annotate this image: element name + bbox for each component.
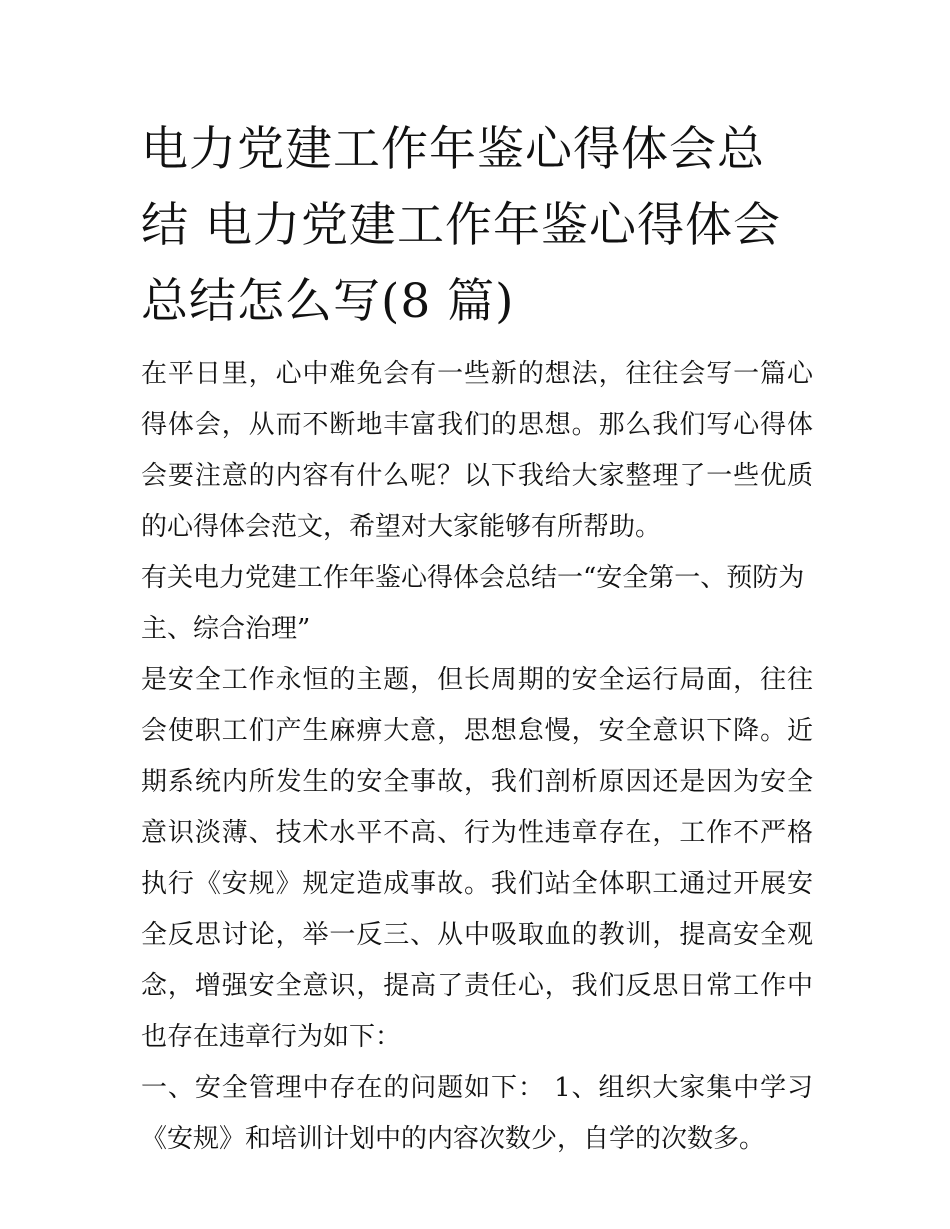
section-heading-line-1: 有关电力党建工作年鉴心得体会总结一“安全第一、预防为 xyxy=(141,563,805,593)
title-line-1: 电力党建工作年鉴心得体会总 xyxy=(141,122,765,177)
document-content xyxy=(141,112,813,1165)
title-line-3: 总结怎么写(8 篇) xyxy=(141,274,515,329)
list-paragraph: 一、安全管理中存在的问题如下： 1、组织大家集中学习《安规》和培训计划中的内容次数少，自学的次数多。 xyxy=(141,1073,813,1154)
section-heading-line-2: 主、综合治理” xyxy=(141,614,311,644)
document-title xyxy=(141,112,813,340)
intro-paragraph: 在平日里，心中难免会有一些新的想法，往往会写一篇心得体会，从而不断地丰富我们的思想。那么我们写心得体会要注意的内容有什么呢？以下我给大家整理了一些优质的心得体会范文，希望对大家能够有所帮助。 xyxy=(141,359,813,542)
body-paragraph: 是安全工作永恒的主题，但长周期的安全运行局面，往往会使职工们产生麻痹大意，思想怠慢，安全意识下降。近期系统内所发生的安全事故，我们剖析原因还是因为安全意识淡薄、技术水平不高、行为性违章存在，工作不严格执行《安规》规定造成事故。我们站全体职工通过开展安全反思讨论，举一反三、从中吸取血的教训，提高安全观念，增强安全意识，提高了责任心，我们反思日常工作中也存在违章行为如下： xyxy=(141,665,813,1052)
section-heading xyxy=(141,553,813,655)
title-line-2: 结 电力党建工作年鉴心得体会 xyxy=(141,198,781,253)
